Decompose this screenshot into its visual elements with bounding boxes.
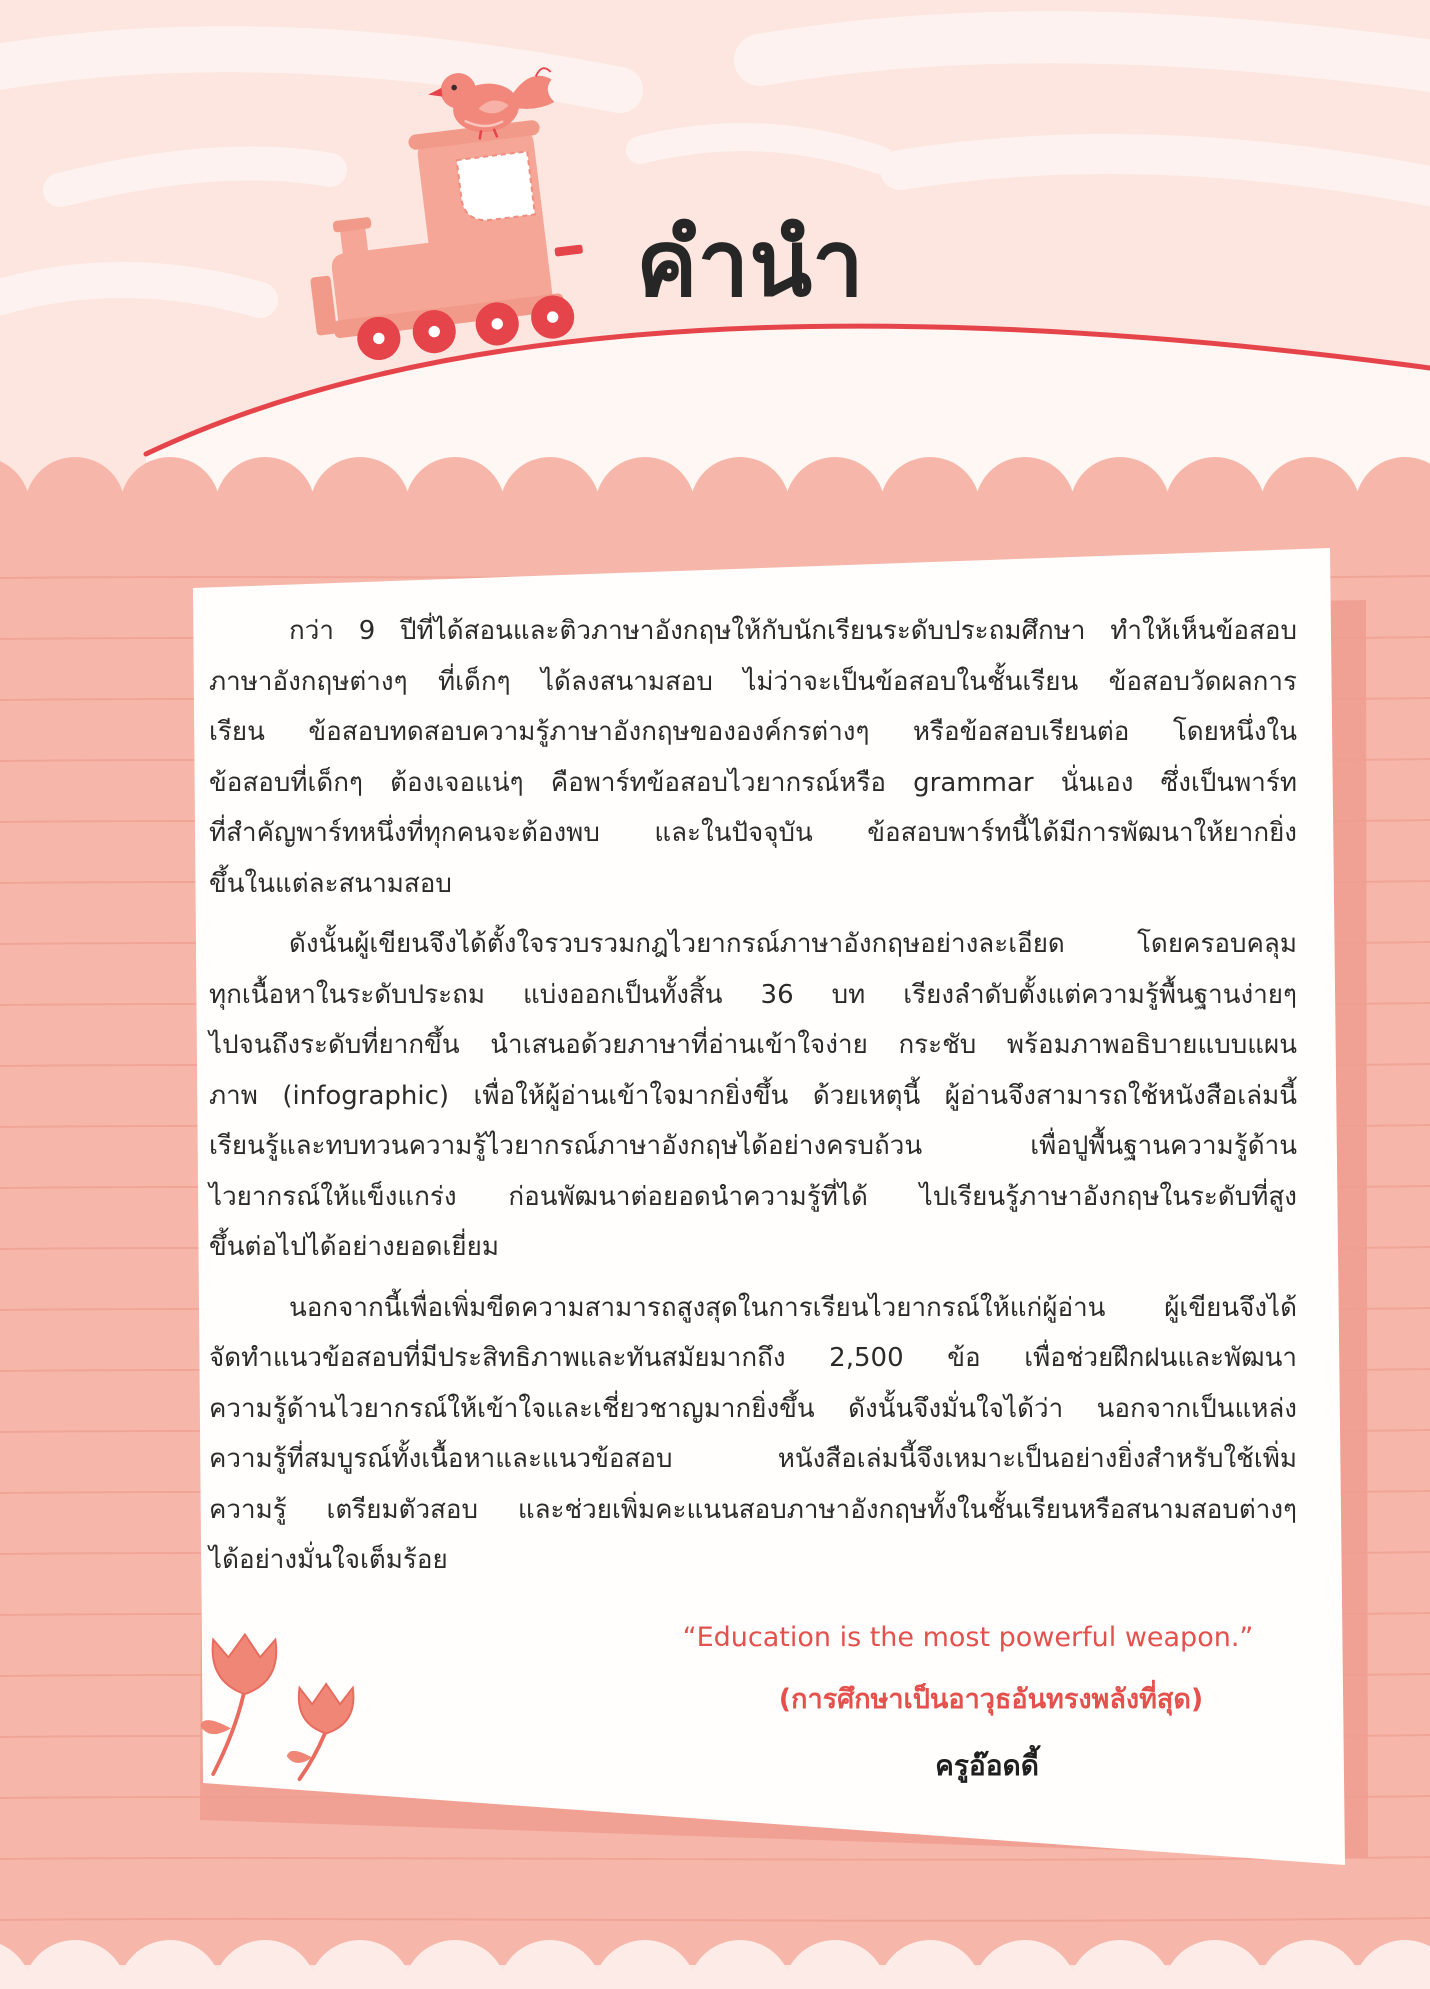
text-line: ภาษาอังกฤษต่างๆ ที่เด็กๆ ได้ลงสนามสอบ ไม่ว่าจะเป็นข้อสอบในชั้นเรียน ข้อสอบวัดผลการ bbox=[209, 666, 1297, 697]
page-title: คำนำ bbox=[636, 210, 864, 317]
text-line: เรียนรู้และทบทวนความรู้ไวยากรณ์ภาษาอังกฤษได้อย่างครบถ้วน เพื่อปูพื้นฐานความรู้ด้าน bbox=[209, 1131, 1297, 1161]
quote-thai-translation: (การศึกษาเป็นอาวุธอันทรงพลังที่สุด) bbox=[778, 1684, 1204, 1715]
text-line: ขึ้นในแต่ละสนามสอบ bbox=[209, 868, 452, 899]
text-line: ที่สำคัญพาร์ทหนึ่งที่ทุกคนจะต้องพบ และในปัจจุบัน ข้อสอบพาร์ทนี้ได้มีการพัฒนาให้ยากยิ่ง bbox=[209, 818, 1297, 848]
text-line: ข้อสอบที่เด็กๆ ต้องเจอแน่ๆ คือพาร์ทข้อสอบไวยากรณ์หรือ grammar นั่นเอง ซึ่งเป็นพาร์ท bbox=[209, 767, 1297, 798]
text-line: ความรู้ด้านไวยากรณ์ให้เข้าใจและเชี่ยวชาญมากยิ่งขึ้น ดังนั้นจึงมั่นใจได้ว่า นอกจากเป็นแหล่ง bbox=[209, 1393, 1297, 1424]
text-line: ความรู้ เตรียมตัวสอบ และช่วยเพิ่มคะแนนสอบภาษาอังกฤษทั้งในชั้นเรียนหรือสนามสอบต่างๆ bbox=[209, 1494, 1297, 1525]
text-line: นอกจากนี้เพื่อเพิ่มขีดความสามารถสูงสุดในการเรียนไวยากรณ์ให้แก่ผู้อ่าน ผู้เขียนจึงได้ bbox=[289, 1292, 1297, 1323]
paragraph bbox=[209, 1283, 1297, 1586]
author-signature: ครูอ๊อดดี้ bbox=[935, 1749, 1039, 1782]
text-line: ดังนั้นผู้เขียนจึงได้ตั้งใจรวบรวมกฎไวยากรณ์ภาษาอังกฤษอย่างละเอียด โดยครอบคลุม bbox=[289, 929, 1297, 959]
text-line: ทุกเนื้อหาในระดับประถม แบ่งออกเป็นทั้งสิ้น 36 บท เรียงลำดับตั้งแต่ความรู้พื้นฐานง่ายๆ bbox=[209, 979, 1297, 1010]
preface-body bbox=[209, 606, 1297, 1586]
quote-english: “Education is the most powerful weapon.” bbox=[682, 1622, 1254, 1653]
text-line: ภาพ (infographic) เพื่อให้ผู้อ่านเข้าใจมากยิ่งขึ้น ด้วยเหตุนี้ ผู้อ่านจึงสามารถใช้หนังสือเล่มนี้ bbox=[209, 1080, 1297, 1111]
text-line: กว่า 9 ปีที่ได้สอนและติวภาษาอังกฤษให้กับนักเรียนระดับประถมศึกษา ทำให้เห็นข้อสอบ bbox=[289, 616, 1297, 646]
text-line: ไปจนถึงระดับที่ยากขึ้น นำเสนอด้วยภาษาที่อ่านเข้าใจง่าย กระชับ พร้อมภาพอธิบายแบบแผน bbox=[209, 1030, 1297, 1060]
text-line: จัดทำแนวข้อสอบที่มีประสิทธิภาพและทันสมัยมากถึง 2,500 ข้อ เพื่อช่วยฝึกฝนและพัฒนา bbox=[209, 1343, 1297, 1373]
text-line: เรียน ข้อสอบทดสอบความรู้ภาษาอังกฤษขององค์กรต่างๆ หรือข้อสอบเรียนต่อ โดยหนึ่งใน bbox=[209, 717, 1297, 747]
paragraph bbox=[209, 919, 1297, 1273]
text-line: ขึ้นต่อไปได้อย่างยอดเยี่ยม bbox=[209, 1232, 499, 1262]
text-line: ได้อย่างมั่นใจเต็มร้อย bbox=[209, 1545, 448, 1575]
paragraph bbox=[209, 606, 1297, 909]
text-line: ความรู้ที่สมบูรณ์ทั้งเนื้อหาและแนวข้อสอบ หนังสือเล่มนี้จึงเหมาะเป็นอย่างยิ่งสำหรับใช้เพิ่ม bbox=[209, 1444, 1297, 1474]
text-line: ไวยากรณ์ให้แข็งแกร่ง ก่อนพัฒนาต่อยอดนำความรู้ที่ได้ ไปเรียนรู้ภาษาอังกฤษในระดับที่สูง bbox=[209, 1181, 1297, 1212]
